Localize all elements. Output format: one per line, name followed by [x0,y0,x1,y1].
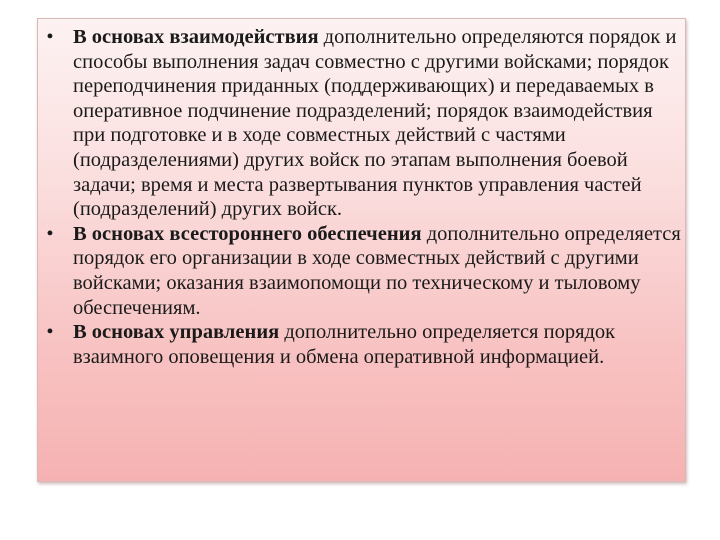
item-heading: В основах управления [73,321,280,344]
item-heading: В основах всестороннего обеспечения [73,222,422,245]
bullet-icon: • [46,321,54,344]
bullet-icon: • [46,26,54,48]
bullet-list [38,25,687,369]
list-item [38,320,687,369]
item-text: дополнительно определяются порядок и способы выполнения задач совместно с другими войсками; порядок переподчинения приданных (поддерживающих) и передаваемых в оперативное подчинение подразделений; порядок взаимодействия при подготовке и в ходе совместных действий с частями (подразделениями) других войск по этапам выполнения боевой задачи; время и места развертывания пунктов управления частей (подразделений) других войск. [73,26,677,221]
item-text: дополнительно определяется порядок взаимного оповещения и обмена оперативной информацией. [73,321,616,368]
list-item [38,25,687,222]
list-item [38,222,687,320]
item-text: дополнительно определяется порядок его организации в ходе совместных действий с другими войсками; оказания взаимопомощи по техническому и тыловому обеспечениям. [73,222,681,319]
item-heading: В основах взаимодействия [73,26,319,48]
text-panel [37,18,686,482]
bullet-icon: • [46,222,54,245]
